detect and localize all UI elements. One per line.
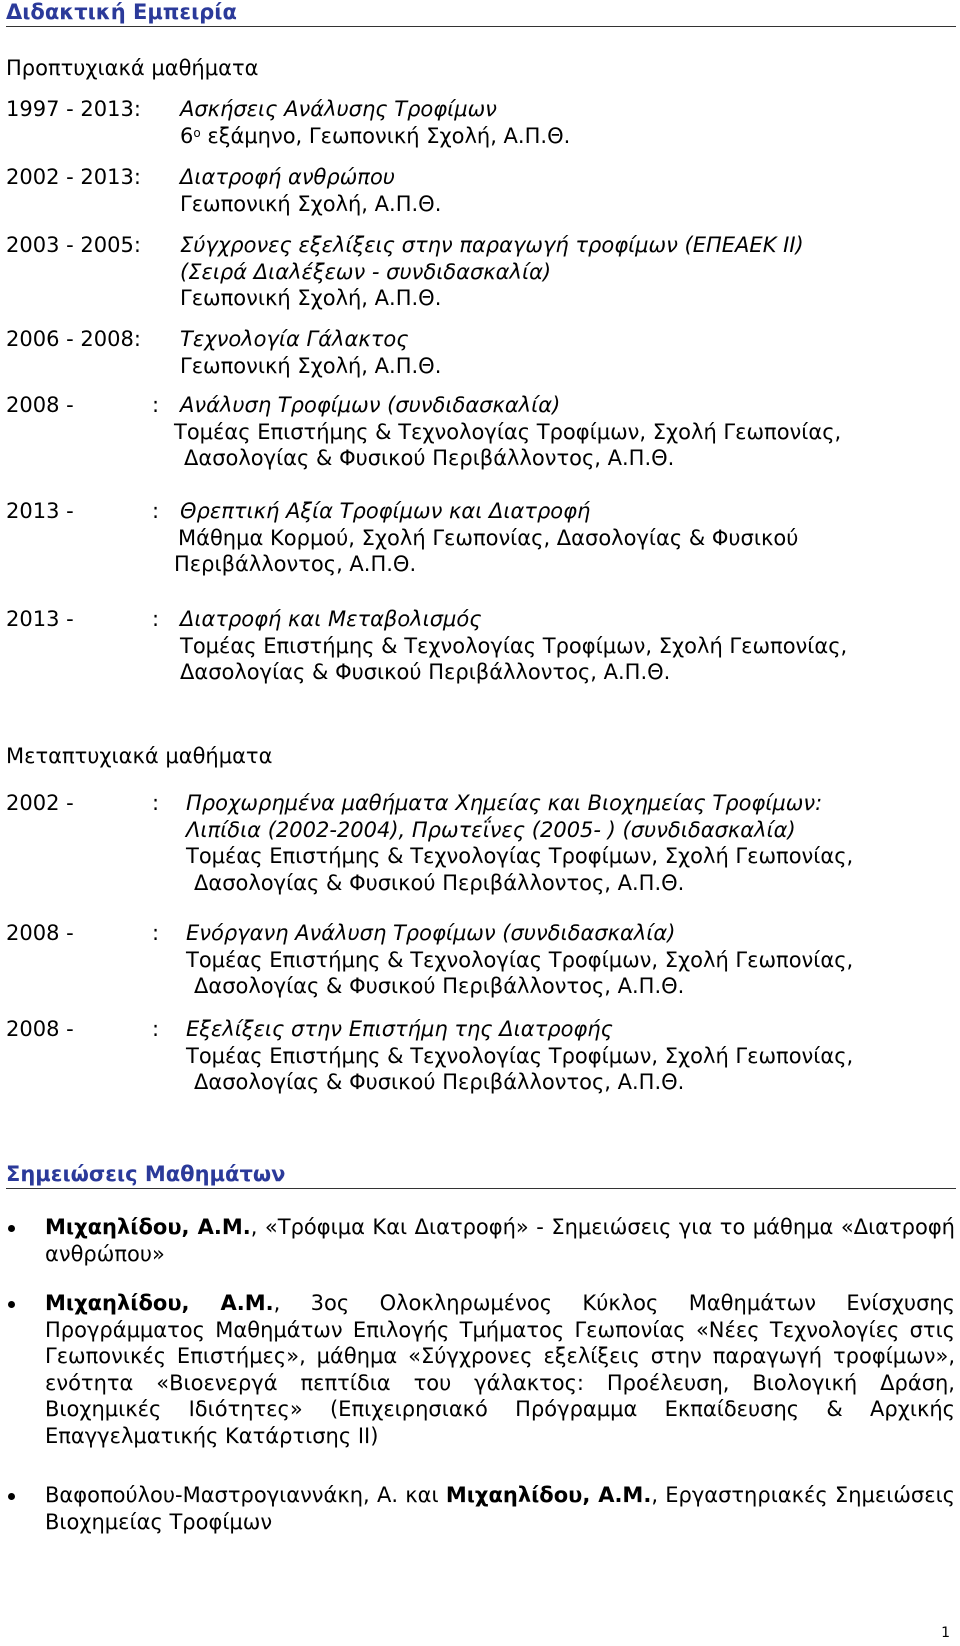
course-title-cont: Λιπίδια (2002-2004), Πρωτεΐνες (2005- ) (συνδιδασκαλία) [186,817,796,842]
undergrad-entry [6,326,951,379]
course-detail: Δασολογίας & Φυσικού Περιβάλλοντος, Α.Π.Θ. [194,870,685,895]
course-detail: Δασολογίας & Φυσικού Περιβάλλοντος, Α.Π.Θ. [194,1070,685,1094]
postgrad-entry [6,1016,951,1096]
postgrad-entry [6,790,951,896]
course-title: Διατροφή ανθρώπου [180,165,395,189]
author-name: Μιχαηλίδου, Α.Μ. [45,1215,251,1239]
entry-date: 2002 - 2013: [6,165,141,189]
course-title: Ασκήσεις Ανάλυσης Τροφίμων [180,97,497,121]
entry-date: 2003 - 2005: [6,233,141,257]
entry-date: 2008 - [6,921,74,945]
undergrad-entry [6,606,951,686]
page-number: 1 [941,1625,950,1641]
note-authors: Βαφοπούλου-Μαστρογιαννάκη, Α. και [45,1483,446,1507]
postgrad-heading: Μεταπτυχιακά μαθήματα [6,744,273,768]
bullet-icon [8,1225,15,1232]
entry-date: 2002 - [6,791,74,815]
course-detail: Δασολογίας & Φυσικού Περιβάλλοντος, Α.Π.Θ. [184,446,675,470]
course-detail: Γεωπονική Σχολή, Α.Π.Θ. [180,353,442,378]
course-detail: Τομέας Επιστήμης & Τεχνολογίας Τροφίμων, Σχολή Γεωπονίας, [186,844,854,868]
entry-date: 2006 - 2008: [6,327,141,351]
author-name: Μιχαηλίδου, Α.Μ. [45,1291,274,1315]
course-detail: Γεωπονική Σχολή, Α.Π.Θ. [180,191,442,216]
entry-date: 2008 - [6,1017,74,1041]
note-text: , 3ος Ολοκληρωμένος Κύκλος Μαθημάτων Ενίσχυσης Προγράμματος Μαθημάτων Επιλογής Τμήματος Γεωπονίας «Νέες Τεχνολογίες στις Γεωπονικές Επιστήμες», μάθημα «Σύγχρονες εξελίξεις στην παραγωγή τροφίμων», ενότητα «Βιοενεργά πεπτίδια του γάλακτος: Προέλευση, Βιολογική Δράση, Βιοχημικές Ιδιότητες» (Επιχειρησιακό Πρόγραμμα Εκπαίδευσης & Αρχικής Επαγγελματικής Κατάρτισης ΙΙ) [45,1291,956,1448]
undergrad-entry [6,232,951,312]
course-title: Σύγχρονες εξελίξεις στην παραγωγή τροφίμων (ΕΠΕΑΕΚ ΙΙ) [180,233,804,257]
course-detail: Περιβάλλοντος, Α.Π.Θ. [174,552,417,576]
entry-colon: : [152,921,160,945]
entry-date: 2013 - [6,499,74,523]
undergrad-entry [6,164,951,217]
entry-date: 2013 - [6,607,74,631]
course-detail: Τομέας Επιστήμης & Τεχνολογίας Τροφίμων, Σχολή Γεωπονίας, [186,947,854,972]
undergrad-entry [6,96,951,149]
entry-date: 1997 - 2013: [6,97,141,121]
course-title: Τεχνολογία Γάλακτος [180,327,409,351]
list-item [45,1214,955,1267]
course-detail: $6^o$ εξάμηνο, Γεωπονική Σχολή, Α.Π.Θ. [180,123,571,148]
list-item [45,1290,955,1449]
entry-colon: : [152,1017,160,1041]
course-detail: Τομέας Επιστήμης & Τεχνολογίας Τροφίμων, Σχολή Γεωπονίας, [186,1043,854,1068]
course-detail: Τομέας Επιστήμης & Τεχνολογίας Τροφίμων, Σχολή Γεωπονίας, [174,419,842,444]
course-detail: Τομέας Επιστήμης & Τεχνολογίας Τροφίμων, Σχολή Γεωπονίας, [180,633,848,658]
course-title: Θρεπτική Αξία Τροφίμων και Διατροφή [180,499,591,523]
note-text: , Εργαστηριακές Σημειώσεις Βιοχημείας Τροφίμων [45,1483,956,1534]
course-detail: Γεωπονική Σχολή, Α.Π.Θ. [180,286,442,310]
section-heading-notes: Σημειώσεις Μαθημάτων [6,1162,956,1189]
author-name: Μιχαηλίδου, Α.Μ. [445,1483,652,1507]
entry-colon: : [152,607,160,631]
course-title-cont: (Σειρά Διαλέξεων - συνδιδασκαλία) [180,259,552,284]
bullet-icon [8,1493,15,1500]
undergrad-entry [6,498,951,578]
undergrad-heading: Προπτυχιακά μαθήματα [6,56,259,80]
bullet-icon [8,1301,15,1308]
entry-colon: : [152,499,160,523]
course-detail: Δασολογίας & Φυσικού Περιβάλλοντος, Α.Π.Θ. [194,974,685,998]
course-detail: Μάθημα Κορμού, Σχολή Γεωπονίας, Δασολογίας & Φυσικού [178,525,799,550]
entry-date: 2008 - [6,393,74,417]
section-heading-teaching: Διδακτική Εμπειρία [6,0,956,27]
course-title: Διατροφή και Μεταβολισμός [180,607,482,631]
course-title: Ενόργανη Ανάλυση Τροφίμων (συνδιδασκαλία) [186,921,676,945]
note-text: , «Τρόφιμα Και Διατροφή» - Σημειώσεις για το μάθημα «Διατροφή ανθρώπου» [45,1215,955,1266]
course-title: Ανάλυση Τροφίμων (συνδιδασκαλία) [180,393,561,417]
course-title: Εξελίξεις στην Επιστήμη της Διατροφής [186,1017,613,1041]
undergrad-entry [6,392,951,472]
postgrad-entry [6,920,951,1000]
course-title: Προχωρημένα μαθήματα Χημείας και Βιοχημείας Τροφίμων: [186,791,823,815]
entry-colon: : [152,393,160,417]
entry-colon: : [152,791,160,815]
list-item [45,1482,955,1535]
course-detail: Δασολογίας & Φυσικού Περιβάλλοντος, Α.Π.Θ. [180,660,671,684]
